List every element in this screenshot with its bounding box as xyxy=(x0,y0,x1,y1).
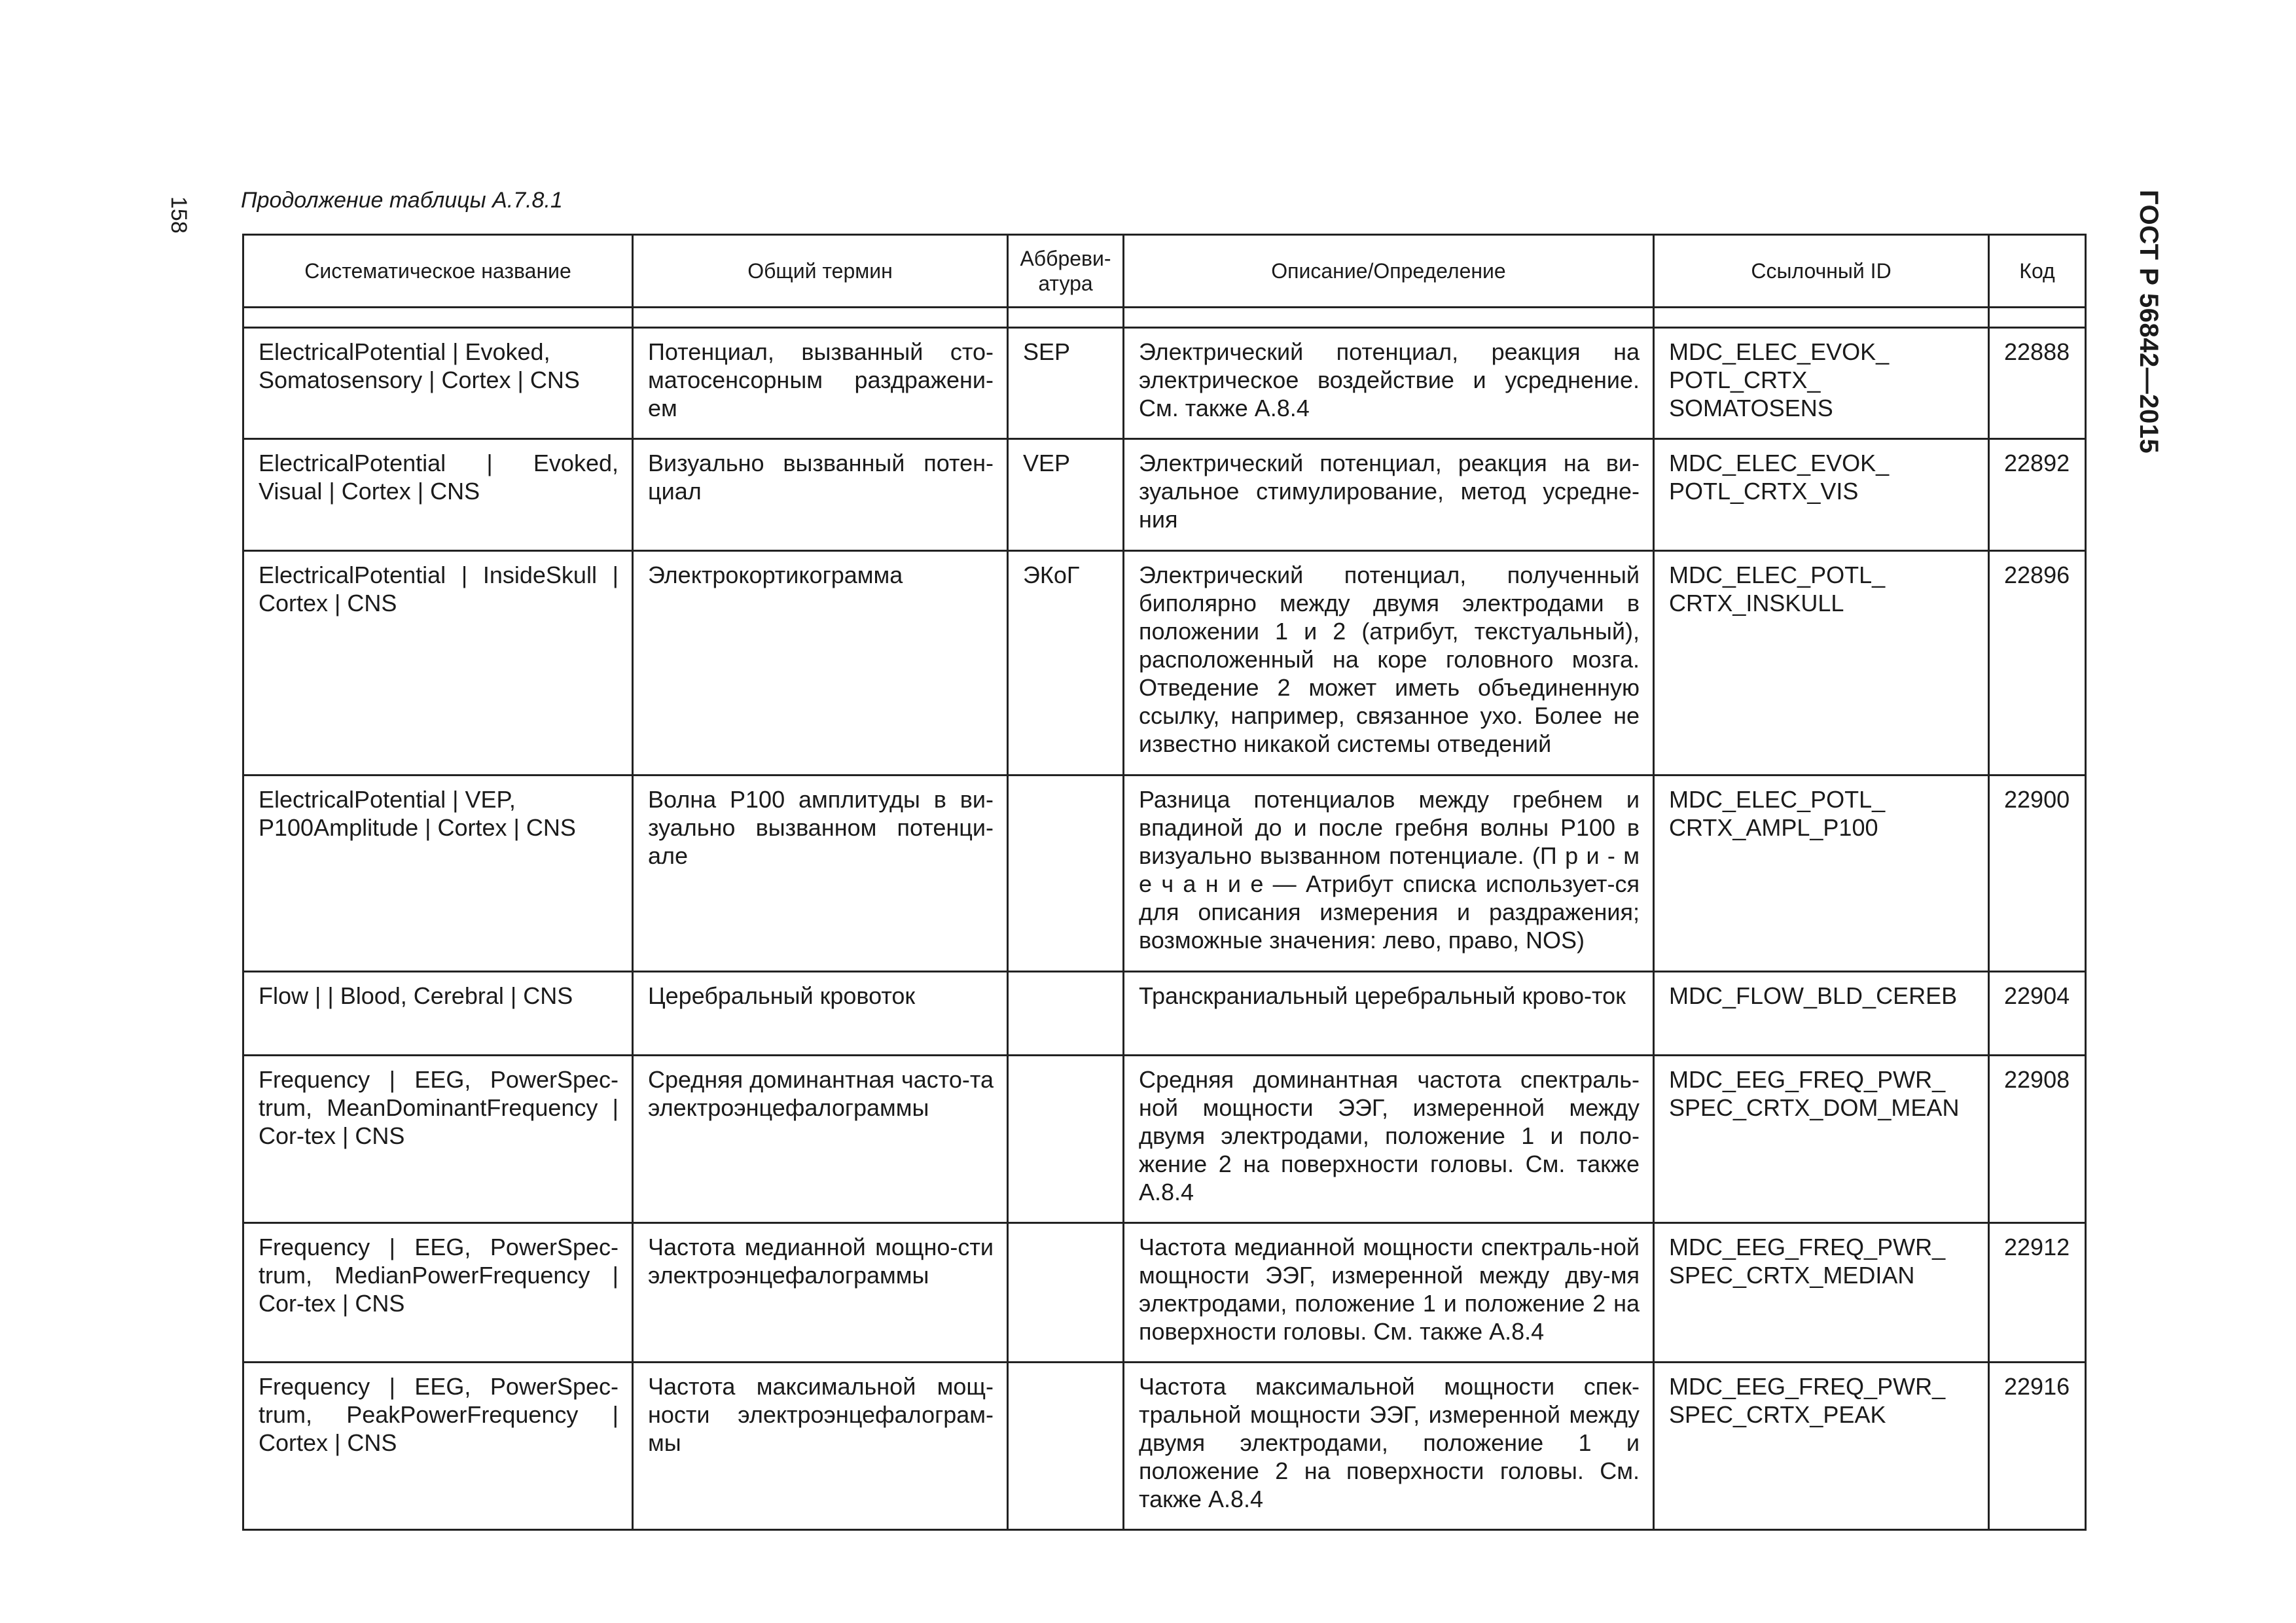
cell-common-term: Волна P100 амплитуды в ви-зуально вызванном потенци-але xyxy=(633,776,1008,972)
cell-reference-id: MDC_FLOW_BLD_CEREB xyxy=(1654,972,1989,1056)
cell-abbreviation: VEP xyxy=(1008,439,1124,551)
table-row xyxy=(243,972,2086,1056)
table-row xyxy=(243,439,2086,551)
cell-code: 22892 xyxy=(1989,439,2086,551)
cell-common-term: Визуально вызванный потен-циал xyxy=(633,439,1008,551)
cell-code: 22900 xyxy=(1989,776,2086,972)
cell-reference-id: MDC_EEG_FREQ_PWR_ SPEC_CRTX_MEDIAN xyxy=(1654,1223,1989,1363)
cell-reference-id: MDC_EEG_FREQ_PWR_ SPEC_CRTX_PEAK xyxy=(1654,1363,1989,1530)
cell-reference-id: MDC_ELEC_EVOK_ POTL_CRTX_ SOMATOSENS xyxy=(1654,328,1989,439)
table-row xyxy=(243,1223,2086,1363)
cell-systematic-name: ElectricalPotential | InsideSkull | Cortex | CNS xyxy=(243,551,633,776)
header-reference-id: Ссылочный ID xyxy=(1654,235,1989,308)
cell-description: Электрический потенциал, полученный биполярно между двумя электродами в положении 1 и 2 (атрибут, текстуальный), расположенный на коре головного мозга. Отведение 2 может иметь объединенную ссылку, например, связанное ухо. Более не известно никакой системы отведений xyxy=(1124,551,1654,776)
cell-description: Частота медианной мощности спектраль-ной мощности ЭЭГ, измеренной между дву-мя электродами, положение 1 и положение 2 на поверхности головы. См. также А.8.4 xyxy=(1124,1223,1654,1363)
table-caption: Продолжение таблицы А.7.8.1 xyxy=(241,188,563,213)
cell-description: Электрический потенциал, реакция на ви-зуальное стимулирование, метод усредне-ния xyxy=(1124,439,1654,551)
cell-abbreviation xyxy=(1008,1363,1124,1530)
cell-abbreviation: SEP xyxy=(1008,328,1124,439)
cell-code: 22912 xyxy=(1989,1223,2086,1363)
standard-title: ГОСТ Р 56842—2015 xyxy=(2134,190,2163,454)
cell-description: Частота максимальной мощности спек-тральной мощности ЭЭГ, измеренной между двумя электродами, положение 1 и положение 2 на поверхности головы. См. также А.8.4 xyxy=(1124,1363,1654,1530)
cell-abbreviation xyxy=(1008,972,1124,1056)
cell-abbreviation xyxy=(1008,1223,1124,1363)
cell-common-term: Потенциал, вызванный сто-матосенсорным раздражени-ем xyxy=(633,328,1008,439)
cell-code: 22908 xyxy=(1989,1056,2086,1223)
cell-description: Средняя доминантная частота спектраль-ной мощности ЭЭГ, измеренной между двумя электродами, положение 1 и поло-жение 2 на поверхности головы. См. также А.8.4 xyxy=(1124,1056,1654,1223)
header-abbreviation: Аббреви- атура xyxy=(1008,235,1124,308)
cell-abbreviation: ЭКоГ xyxy=(1008,551,1124,776)
cell-common-term: Церебральный кровоток xyxy=(633,972,1008,1056)
cell-systematic-name: ElectricalPotential | Evoked, Visual | Cortex | CNS xyxy=(243,439,633,551)
table-row xyxy=(243,551,2086,776)
cell-systematic-name: Flow | | Blood, Cerebral | CNS xyxy=(243,972,633,1056)
cell-code: 22896 xyxy=(1989,551,2086,776)
cell-common-term: Частота максимальной мощ-ности электроэнцефалограм-мы xyxy=(633,1363,1008,1530)
cell-abbreviation xyxy=(1008,776,1124,972)
cell-common-term: Электрокортикограмма xyxy=(633,551,1008,776)
cell-code: 22888 xyxy=(1989,328,2086,439)
terms-table xyxy=(242,234,2087,1531)
cell-systematic-name: Frequency | EEG, PowerSpec-trum, PeakPowerFrequency | Cortex | CNS xyxy=(243,1363,633,1530)
page-number: 158 xyxy=(166,196,191,234)
cell-reference-id: MDC_ELEC_POTL_ CRTX_AMPL_P100 xyxy=(1654,776,1989,972)
cell-description: Разница потенциалов между гребнем и впадиной до и после гребня волны P100 в визуально вызванном потенциале. (П р и - м е ч а н и е — Атрибут списка использует-ся для описания измерения и раздражения; возможные значения: лево, право, NOS) xyxy=(1124,776,1654,972)
table-row xyxy=(243,1056,2086,1223)
cell-systematic-name: Frequency | EEG, PowerSpec-trum, MeanDominantFrequency | Cor-tex | CNS xyxy=(243,1056,633,1223)
cell-reference-id: MDC_ELEC_EVOK_ POTL_CRTX_VIS xyxy=(1654,439,1989,551)
cell-code: 22904 xyxy=(1989,972,2086,1056)
header-common-term: Общий термин xyxy=(633,235,1008,308)
header-separator xyxy=(243,308,2086,328)
cell-code: 22916 xyxy=(1989,1363,2086,1530)
table-header-row xyxy=(243,235,2086,308)
cell-common-term: Частота медианной мощно-сти электроэнцефалограммы xyxy=(633,1223,1008,1363)
table-row xyxy=(243,776,2086,972)
cell-common-term: Средняя доминантная часто-та электроэнцефалограммы xyxy=(633,1056,1008,1223)
table-row xyxy=(243,328,2086,439)
table-row xyxy=(243,1363,2086,1530)
cell-description: Электрический потенциал, реакция на электрическое воздействие и усреднение. См. также А.8.4 xyxy=(1124,328,1654,439)
header-description: Описание/Определение xyxy=(1124,235,1654,308)
header-systematic-name: Систематическое название xyxy=(243,235,633,308)
cell-reference-id: MDC_ELEC_POTL_ CRTX_INSKULL xyxy=(1654,551,1989,776)
cell-description: Транскраниальный церебральный крово-ток xyxy=(1124,972,1654,1056)
cell-systematic-name: ElectricalPotential | Evoked, Somatosensory | Cortex | CNS xyxy=(243,328,633,439)
cell-systematic-name: ElectricalPotential | VEP, P100Amplitude | Cortex | CNS xyxy=(243,776,633,972)
cell-abbreviation xyxy=(1008,1056,1124,1223)
header-code: Код xyxy=(1989,235,2086,308)
cell-reference-id: MDC_EEG_FREQ_PWR_ SPEC_CRTX_DOM_MEAN xyxy=(1654,1056,1989,1223)
cell-systematic-name: Frequency | EEG, PowerSpec-trum, MedianPowerFrequency | Cor-tex | CNS xyxy=(243,1223,633,1363)
